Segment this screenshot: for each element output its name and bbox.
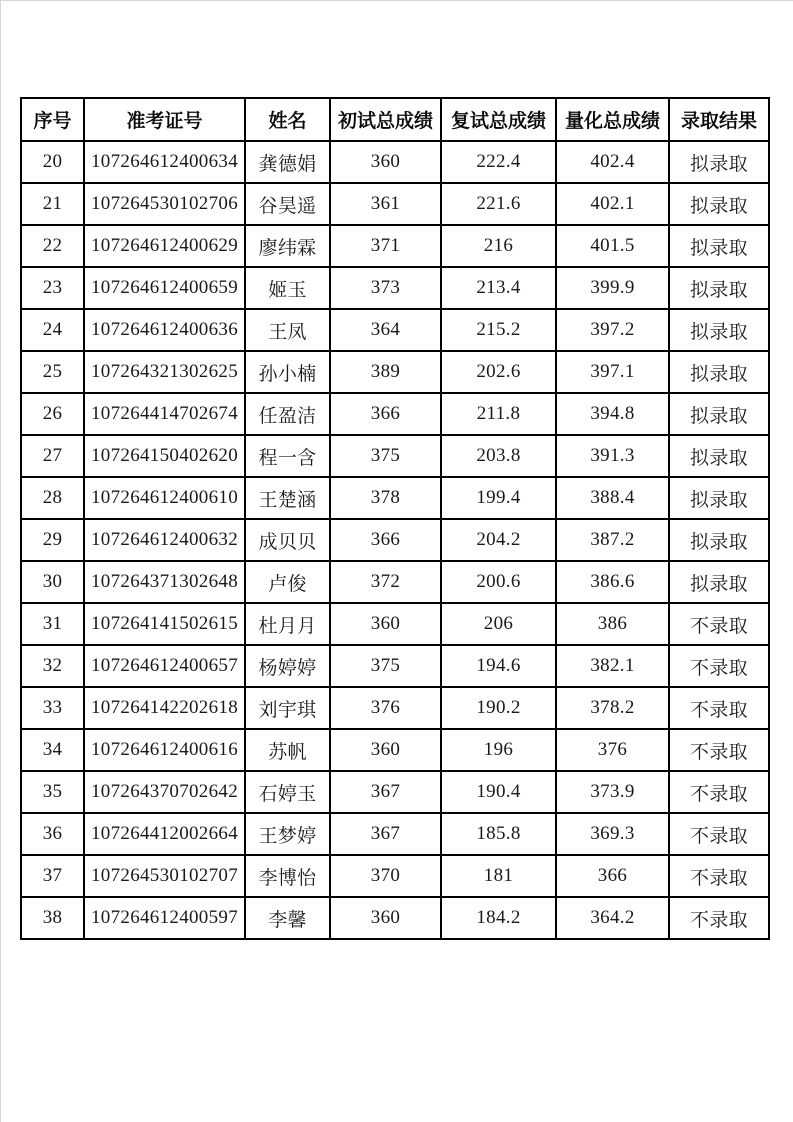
cell-quantified-score: 378.2 bbox=[556, 687, 669, 729]
table-row bbox=[21, 813, 769, 855]
cell-name: 姬玉 bbox=[245, 267, 330, 309]
cell-admission-no: 107264150402620 bbox=[84, 435, 245, 477]
cell-retest-score: 204.2 bbox=[441, 519, 556, 561]
cell-quantified-score: 399.9 bbox=[556, 267, 669, 309]
cell-name: 王梦婷 bbox=[245, 813, 330, 855]
cell-admission-no: 107264612400659 bbox=[84, 267, 245, 309]
cell-name: 谷昊遥 bbox=[245, 183, 330, 225]
cell-quantified-score: 386.6 bbox=[556, 561, 669, 603]
table-row bbox=[21, 393, 769, 435]
cell-initial-score: 370 bbox=[330, 855, 441, 897]
cell-retest-score: 184.2 bbox=[441, 897, 556, 939]
cell-index: 29 bbox=[21, 519, 84, 561]
column-header-retest-score: 复试总成绩 bbox=[441, 98, 556, 141]
cell-index: 35 bbox=[21, 771, 84, 813]
table-row bbox=[21, 351, 769, 393]
cell-retest-score: 190.4 bbox=[441, 771, 556, 813]
cell-result: 拟录取 bbox=[669, 561, 769, 603]
table-row bbox=[21, 729, 769, 771]
cell-name: 李博怡 bbox=[245, 855, 330, 897]
table-body bbox=[21, 141, 769, 939]
cell-quantified-score: 397.1 bbox=[556, 351, 669, 393]
cell-admission-no: 107264612400597 bbox=[84, 897, 245, 939]
column-header-initial-score: 初试总成绩 bbox=[330, 98, 441, 141]
cell-result: 拟录取 bbox=[669, 225, 769, 267]
cell-name: 李馨 bbox=[245, 897, 330, 939]
cell-initial-score: 378 bbox=[330, 477, 441, 519]
cell-quantified-score: 397.2 bbox=[556, 309, 669, 351]
cell-result: 拟录取 bbox=[669, 393, 769, 435]
cell-admission-no: 107264612400632 bbox=[84, 519, 245, 561]
cell-quantified-score: 382.1 bbox=[556, 645, 669, 687]
cell-name: 龚德娟 bbox=[245, 141, 330, 183]
cell-name: 石婷玉 bbox=[245, 771, 330, 813]
cell-initial-score: 361 bbox=[330, 183, 441, 225]
cell-admission-no: 107264321302625 bbox=[84, 351, 245, 393]
table-row bbox=[21, 225, 769, 267]
cell-name: 程一含 bbox=[245, 435, 330, 477]
cell-quantified-score: 391.3 bbox=[556, 435, 669, 477]
cell-result: 拟录取 bbox=[669, 309, 769, 351]
cell-name: 卢俊 bbox=[245, 561, 330, 603]
cell-retest-score: 222.4 bbox=[441, 141, 556, 183]
cell-result: 不录取 bbox=[669, 771, 769, 813]
cell-index: 32 bbox=[21, 645, 84, 687]
cell-admission-no: 107264414702674 bbox=[84, 393, 245, 435]
table-row bbox=[21, 435, 769, 477]
cell-name: 孙小楠 bbox=[245, 351, 330, 393]
cell-initial-score: 360 bbox=[330, 897, 441, 939]
cell-index: 24 bbox=[21, 309, 84, 351]
table-header-row bbox=[21, 98, 769, 141]
cell-result: 不录取 bbox=[669, 813, 769, 855]
cell-index: 30 bbox=[21, 561, 84, 603]
cell-retest-score: 194.6 bbox=[441, 645, 556, 687]
cell-retest-score: 199.4 bbox=[441, 477, 556, 519]
cell-initial-score: 360 bbox=[330, 729, 441, 771]
cell-retest-score: 221.6 bbox=[441, 183, 556, 225]
table-row bbox=[21, 183, 769, 225]
cell-result: 拟录取 bbox=[669, 519, 769, 561]
cell-initial-score: 389 bbox=[330, 351, 441, 393]
cell-initial-score: 373 bbox=[330, 267, 441, 309]
cell-retest-score: 202.6 bbox=[441, 351, 556, 393]
cell-initial-score: 375 bbox=[330, 645, 441, 687]
cell-index: 25 bbox=[21, 351, 84, 393]
table-row bbox=[21, 855, 769, 897]
cell-admission-no: 107264141502615 bbox=[84, 603, 245, 645]
cell-result: 拟录取 bbox=[669, 477, 769, 519]
cell-result: 不录取 bbox=[669, 687, 769, 729]
cell-initial-score: 367 bbox=[330, 813, 441, 855]
cell-result: 不录取 bbox=[669, 603, 769, 645]
cell-admission-no: 107264530102707 bbox=[84, 855, 245, 897]
cell-admission-no: 107264612400610 bbox=[84, 477, 245, 519]
column-header-name: 姓名 bbox=[245, 98, 330, 141]
cell-quantified-score: 402.4 bbox=[556, 141, 669, 183]
cell-result: 拟录取 bbox=[669, 141, 769, 183]
cell-retest-score: 215.2 bbox=[441, 309, 556, 351]
cell-index: 23 bbox=[21, 267, 84, 309]
table-row bbox=[21, 519, 769, 561]
cell-initial-score: 375 bbox=[330, 435, 441, 477]
cell-quantified-score: 369.3 bbox=[556, 813, 669, 855]
cell-retest-score: 200.6 bbox=[441, 561, 556, 603]
cell-index: 37 bbox=[21, 855, 84, 897]
cell-index: 21 bbox=[21, 183, 84, 225]
table-row bbox=[21, 771, 769, 813]
cell-name: 刘宇琪 bbox=[245, 687, 330, 729]
cell-name: 廖纬霖 bbox=[245, 225, 330, 267]
cell-quantified-score: 401.5 bbox=[556, 225, 669, 267]
cell-retest-score: 206 bbox=[441, 603, 556, 645]
table-row bbox=[21, 897, 769, 939]
cell-admission-no: 107264370702642 bbox=[84, 771, 245, 813]
cell-quantified-score: 364.2 bbox=[556, 897, 669, 939]
cell-initial-score: 366 bbox=[330, 393, 441, 435]
cell-result: 不录取 bbox=[669, 729, 769, 771]
cell-quantified-score: 386 bbox=[556, 603, 669, 645]
table-row bbox=[21, 477, 769, 519]
cell-index: 26 bbox=[21, 393, 84, 435]
cell-initial-score: 367 bbox=[330, 771, 441, 813]
cell-retest-score: 185.8 bbox=[441, 813, 556, 855]
column-header-result: 录取结果 bbox=[669, 98, 769, 141]
column-header-quantified-score: 量化总成绩 bbox=[556, 98, 669, 141]
page-top-edge bbox=[0, 0, 793, 1]
cell-quantified-score: 373.9 bbox=[556, 771, 669, 813]
cell-index: 33 bbox=[21, 687, 84, 729]
cell-name: 杜月月 bbox=[245, 603, 330, 645]
cell-index: 28 bbox=[21, 477, 84, 519]
table-row bbox=[21, 687, 769, 729]
admission-results-table bbox=[20, 97, 770, 940]
cell-retest-score: 203.8 bbox=[441, 435, 556, 477]
cell-initial-score: 364 bbox=[330, 309, 441, 351]
table-row bbox=[21, 645, 769, 687]
table-row bbox=[21, 141, 769, 183]
cell-index: 34 bbox=[21, 729, 84, 771]
cell-admission-no: 107264612400634 bbox=[84, 141, 245, 183]
cell-index: 38 bbox=[21, 897, 84, 939]
cell-index: 22 bbox=[21, 225, 84, 267]
cell-admission-no: 107264612400629 bbox=[84, 225, 245, 267]
cell-result: 不录取 bbox=[669, 897, 769, 939]
table-row bbox=[21, 561, 769, 603]
cell-retest-score: 216 bbox=[441, 225, 556, 267]
cell-index: 36 bbox=[21, 813, 84, 855]
cell-initial-score: 360 bbox=[330, 603, 441, 645]
cell-index: 31 bbox=[21, 603, 84, 645]
page-left-edge bbox=[0, 0, 1, 1122]
cell-name: 苏帆 bbox=[245, 729, 330, 771]
cell-result: 拟录取 bbox=[669, 267, 769, 309]
cell-admission-no: 107264612400636 bbox=[84, 309, 245, 351]
cell-result: 不录取 bbox=[669, 855, 769, 897]
cell-retest-score: 181 bbox=[441, 855, 556, 897]
table-row bbox=[21, 309, 769, 351]
cell-result: 不录取 bbox=[669, 645, 769, 687]
cell-initial-score: 372 bbox=[330, 561, 441, 603]
cell-result: 拟录取 bbox=[669, 435, 769, 477]
cell-retest-score: 213.4 bbox=[441, 267, 556, 309]
cell-retest-score: 211.8 bbox=[441, 393, 556, 435]
cell-quantified-score: 366 bbox=[556, 855, 669, 897]
cell-name: 杨婷婷 bbox=[245, 645, 330, 687]
cell-retest-score: 190.2 bbox=[441, 687, 556, 729]
column-header-admission-no: 准考证号 bbox=[84, 98, 245, 141]
cell-index: 27 bbox=[21, 435, 84, 477]
cell-admission-no: 107264530102706 bbox=[84, 183, 245, 225]
cell-retest-score: 196 bbox=[441, 729, 556, 771]
cell-result: 拟录取 bbox=[669, 183, 769, 225]
cell-name: 王凤 bbox=[245, 309, 330, 351]
cell-name: 成贝贝 bbox=[245, 519, 330, 561]
cell-quantified-score: 387.2 bbox=[556, 519, 669, 561]
cell-admission-no: 107264612400616 bbox=[84, 729, 245, 771]
table-row bbox=[21, 267, 769, 309]
cell-admission-no: 107264371302648 bbox=[84, 561, 245, 603]
cell-initial-score: 376 bbox=[330, 687, 441, 729]
cell-quantified-score: 388.4 bbox=[556, 477, 669, 519]
table-row bbox=[21, 603, 769, 645]
cell-initial-score: 366 bbox=[330, 519, 441, 561]
cell-quantified-score: 394.8 bbox=[556, 393, 669, 435]
cell-name: 王楚涵 bbox=[245, 477, 330, 519]
cell-admission-no: 107264612400657 bbox=[84, 645, 245, 687]
cell-initial-score: 360 bbox=[330, 141, 441, 183]
cell-name: 任盈洁 bbox=[245, 393, 330, 435]
cell-admission-no: 107264412002664 bbox=[84, 813, 245, 855]
column-header-index: 序号 bbox=[21, 98, 84, 141]
cell-admission-no: 107264142202618 bbox=[84, 687, 245, 729]
cell-result: 拟录取 bbox=[669, 351, 769, 393]
cell-quantified-score: 402.1 bbox=[556, 183, 669, 225]
cell-quantified-score: 376 bbox=[556, 729, 669, 771]
cell-index: 20 bbox=[21, 141, 84, 183]
cell-initial-score: 371 bbox=[330, 225, 441, 267]
